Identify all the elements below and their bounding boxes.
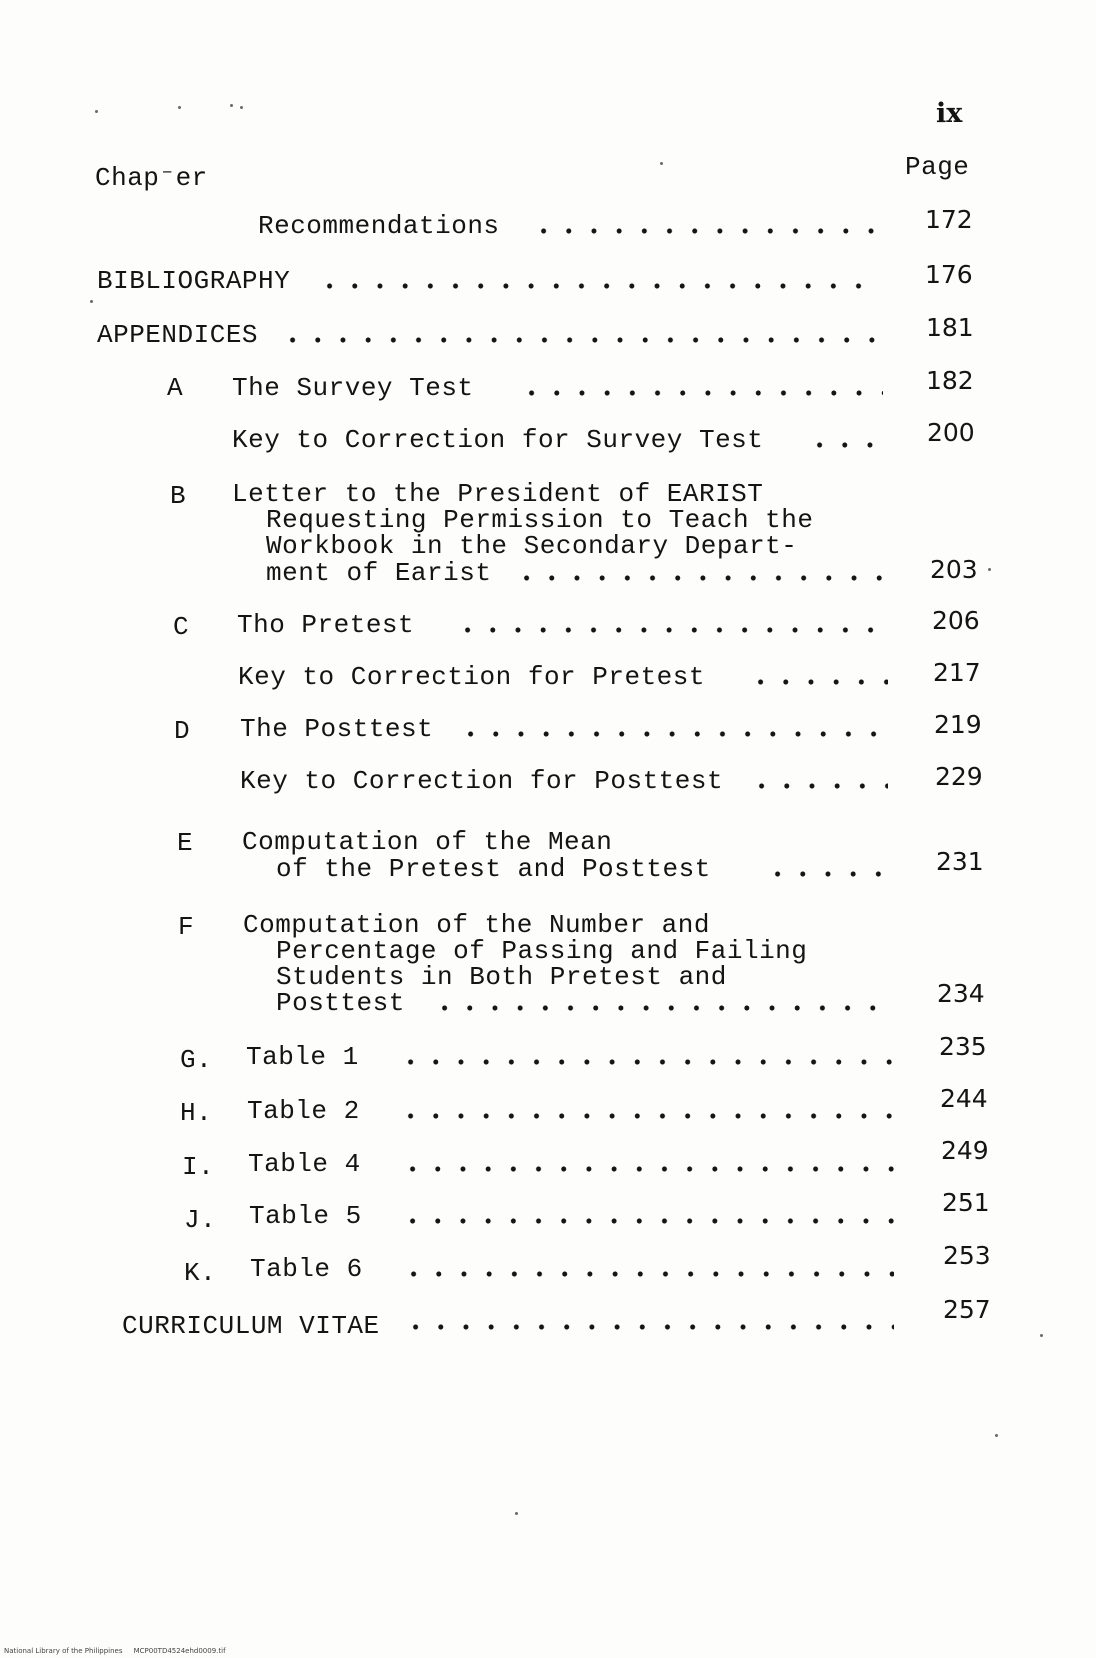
dot-leader: [807, 442, 883, 448]
entry-title: Table 5: [249, 1201, 362, 1231]
entry-title: APPENDICES: [97, 320, 259, 350]
page-header: Page: [905, 152, 970, 182]
entry-title: Key to Correction for Posttest: [240, 766, 724, 796]
entry-title-line: Computation of the Mean: [242, 827, 613, 857]
dot-leader: [398, 1113, 893, 1119]
entry-page: 234: [937, 979, 985, 1008]
dot-leader: [317, 283, 880, 289]
entry-title: Table 2: [247, 1096, 360, 1126]
entry-page: 182: [926, 366, 974, 395]
entry-title: Table 6: [250, 1254, 363, 1284]
scan-footer: National Library of the Philippines MCP00TD4524ehd0009.tif: [4, 1647, 226, 1655]
entry-letter: G.: [180, 1045, 213, 1075]
entry-title: Recommendations: [258, 211, 500, 241]
scan-speck: [240, 106, 243, 109]
scan-speck: [995, 1434, 998, 1437]
entry-page: 244: [940, 1084, 988, 1113]
scan-speck: [95, 110, 98, 113]
entry-letter: D: [174, 716, 191, 746]
dot-leader: [519, 390, 883, 396]
dot-leader: [531, 228, 880, 234]
entry-page: 181: [926, 313, 974, 342]
entry-title-line: Posttest: [276, 988, 405, 1018]
entry-page: 200: [927, 418, 975, 447]
entry-page: 249: [941, 1136, 989, 1165]
scan-speck: [660, 162, 663, 165]
entry-title: The Posttest: [240, 714, 434, 744]
entry-page: 203: [930, 555, 978, 584]
dot-leader: [458, 731, 888, 737]
entry-title: Table 4: [248, 1149, 361, 1179]
entry-letter: B: [170, 481, 187, 511]
entry-letter: H.: [180, 1098, 213, 1128]
entry-title: Tho Pretest: [237, 610, 415, 640]
scan-speck: [90, 300, 93, 303]
scan-speck: [230, 104, 233, 107]
dot-leader: [455, 627, 888, 633]
entry-title: CURRICULUM VITAE: [122, 1311, 380, 1341]
entry-letter: A: [167, 373, 184, 403]
dot-leader: [401, 1271, 894, 1277]
entry-letter: K.: [184, 1258, 217, 1288]
entry-page: 217: [933, 658, 981, 687]
entry-letter: F: [178, 912, 195, 942]
entry-title: Key to Correction for Pretest: [238, 662, 705, 692]
dot-leader: [514, 575, 888, 581]
entry-title: The Survey Test: [232, 373, 474, 403]
entry-title-line: Requesting Permission to Teach the: [266, 505, 814, 535]
entry-title: Key to Correction for Survey Test: [232, 425, 764, 455]
entry-page: 229: [935, 762, 983, 791]
entry-page: 206: [932, 606, 980, 635]
dot-leader: [398, 1059, 893, 1065]
chapter-header: Chap⁻er: [95, 163, 208, 193]
entry-title-line: of the Pretest and Posttest: [276, 854, 711, 884]
dot-leader: [748, 679, 888, 685]
scan-speck: [178, 106, 181, 109]
entry-title-line: Students in Both Pretest and: [276, 962, 727, 992]
entry-letter: E: [177, 828, 194, 858]
entry-page: 176: [925, 260, 973, 289]
entry-title: Table 1: [246, 1042, 359, 1072]
entry-page: 251: [942, 1188, 990, 1217]
scan-speck: [988, 568, 991, 571]
entry-page: 172: [925, 205, 973, 234]
entry-page: 253: [943, 1241, 991, 1270]
entry-title-line: Percentage of Passing and Failing: [276, 936, 808, 966]
entry-page: 219: [934, 710, 982, 739]
entry-title-line: ment of Earist: [266, 558, 492, 588]
entry-page: 257: [943, 1295, 991, 1324]
dot-leader: [400, 1218, 894, 1224]
entry-title: BIBLIOGRAPHY: [97, 266, 291, 296]
dot-leader: [400, 1166, 894, 1172]
entry-title-line: Workbook in the Secondary Depart-: [266, 531, 798, 561]
scan-speck: [1040, 1334, 1043, 1337]
dot-leader: [765, 871, 890, 877]
dot-leader: [749, 783, 888, 789]
dot-leader: [403, 1324, 894, 1330]
entry-title-line: Computation of the Number and: [243, 910, 710, 940]
entry-title-line: Letter to the President of EARIST: [232, 479, 764, 509]
dot-leader: [280, 337, 880, 343]
entry-page: 235: [939, 1032, 987, 1061]
entry-page: 231: [936, 847, 984, 876]
page-number: ix: [936, 98, 963, 129]
dot-leader: [432, 1005, 893, 1011]
entry-letter: I.: [182, 1152, 215, 1182]
entry-letter: C: [173, 612, 190, 642]
scan-speck: [515, 1512, 518, 1515]
entry-letter: J.: [184, 1205, 217, 1235]
